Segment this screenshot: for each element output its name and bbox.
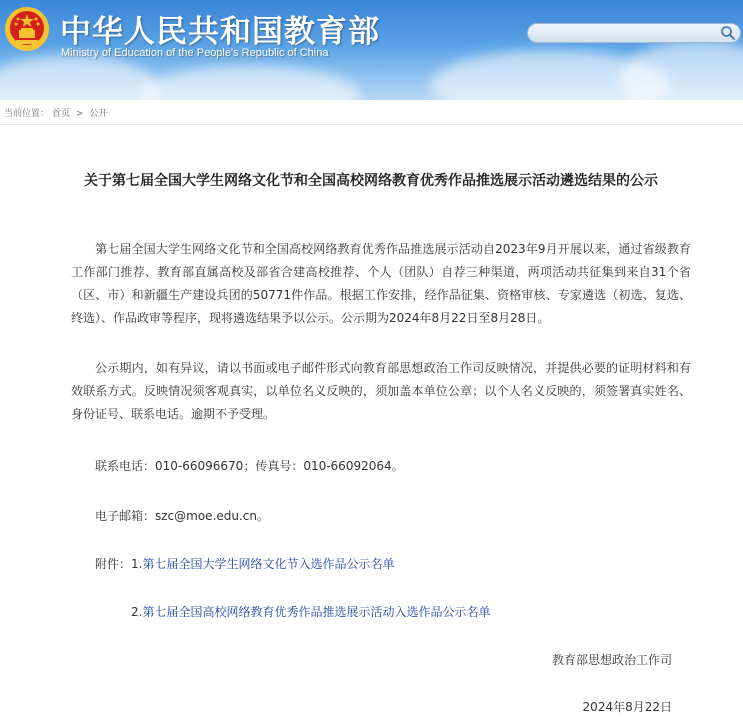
publish-date: 2024年8月22日 [582,700,672,714]
breadcrumb [4,106,110,119]
cloud-decoration [0,55,160,100]
search-box [527,23,741,43]
article-paragraph [71,357,691,426]
attachment-link-1[interactable]: 第七届全国大学生网络文化节入选作品公示名单 [142,557,395,571]
search-icon[interactable] [720,25,736,41]
site-subtitle: Ministry of Education of the People's Republic of China [61,47,329,59]
site-title[interactable]: 中华人民共和国教育部 [60,14,380,50]
paragraph-text: 公示期内，如有异议，请以书面或电子邮件形式向教育部思想政治工作司反映情况，并提供必要的证明材料和有效联系方式。反映情况须客观真实，以单位名义反映的，须加盖本单位公章；以个人名义反映的，须签署真实姓名、身份证号、联系电话。逾期不予受理。 [71,361,691,421]
attachment-line-1 [95,555,394,572]
breadcrumb-divider [0,124,743,125]
cloud-decoration [620,40,743,100]
attachment-number: 1. [131,557,143,571]
issuer: 教育部思想政治工作司 [551,653,672,667]
attachment-line-2 [131,603,490,620]
search-input[interactable] [536,25,720,43]
attachment-link-2[interactable]: 第七届全国高校网络教育优秀作品推选展示活动入选作品公示名单 [142,605,491,619]
paragraph-text: 第七届全国大学生网络文化节和全国高校网络教育优秀作品推选展示活动自2023年9月开展以来，通过省级教育工作部门推荐、教育部直属高校及部省合建高校推荐、个人（团队）自荐三种渠道，两项活动共征集到来自31个省（区、市）和新疆生产建设兵团的50771件作品。根据工作安排，经作品征集、资格审核、专家遴选（初选、复选、终选）、作品政审等程序，现将遴选结果予以公示。公示期为2024年8月22日至8月28日。 [71,242,691,325]
contact-email: 电子邮箱：szc@moe.edu.cn。 [95,509,270,523]
national-emblem-icon[interactable] [4,6,50,52]
attachment-number: 2. [131,605,143,619]
article-title: 关于第七届全国大学生网络文化节和全国高校网络教育优秀作品推选展示活动遴选结果的公示 [84,173,658,189]
attachments-label: 附件： [95,557,132,571]
contact-phone: 联系电话：010-66096670；传真号：010-66092064。 [95,459,404,473]
breadcrumb-separator: > [75,109,84,119]
breadcrumb-home-link[interactable]: 首页 [52,109,71,119]
site-header [0,0,743,100]
breadcrumb-current-link[interactable]: 公开 [89,109,108,119]
article-paragraph [71,238,691,330]
cloud-decoration [140,65,360,100]
breadcrumb-prefix: 当前位置： [4,109,50,119]
